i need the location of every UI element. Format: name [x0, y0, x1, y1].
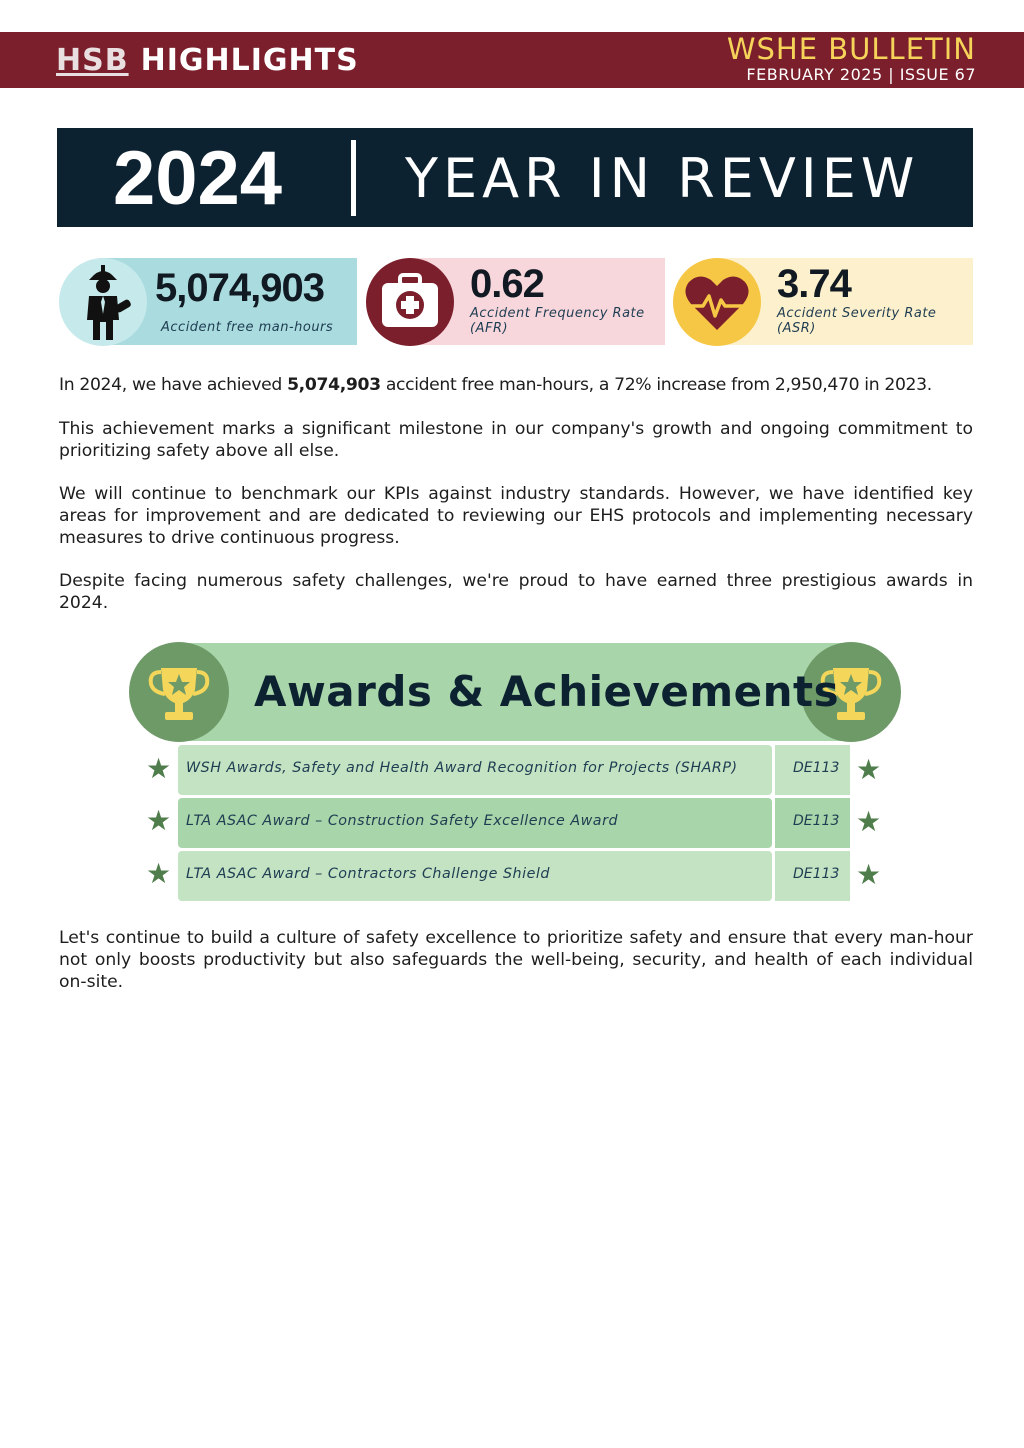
brand-highlights: HIGHLIGHTS: [140, 42, 359, 78]
brand-logo: [56, 40, 359, 80]
star-icon: ★: [856, 753, 882, 786]
kpi-label-line1: Accident Frequency Rate: [470, 306, 645, 321]
paragraph-achievement: [59, 374, 973, 396]
kpi-value: 0.62: [470, 262, 544, 306]
star-icon: ★: [856, 805, 882, 838]
title-year: 2024: [113, 136, 283, 221]
award-code-cell: [775, 851, 850, 901]
award-name-cell: [178, 798, 772, 848]
paragraph-closing: Let's continue to build a culture of safety excellence to prioritize safety and ensure that every man-hour not only boosts productivity but also safeguards the well-being, security, and health of each individual on-site.: [59, 928, 973, 992]
title-band: [57, 128, 973, 227]
award-code-cell: [775, 798, 850, 848]
kpi-label: Accident free man-hours: [161, 320, 334, 335]
bulletin-info: [727, 32, 976, 84]
star-icon: ★: [146, 857, 172, 890]
bulletin-title: WSHE BULLETIN: [726, 32, 976, 66]
trophy-icon: [129, 642, 229, 742]
paragraph-benchmark: We will continue to benchmark our KPIs against industry standards. However, we have identified key areas for improvement and are dedicated to reviewing our EHS protocols and implementing necessary measures to drive continuous progress.: [59, 484, 973, 548]
kpi-afr: [366, 258, 665, 345]
award-code: DE113: [793, 866, 840, 882]
kpi-label-line2: (AFR): [470, 321, 509, 336]
star-icon: ★: [146, 804, 172, 837]
paragraph-text: accident free man-hours, a 72% increase from 2,950,470 in 2023.: [380, 375, 932, 395]
bulletin-issue: FEBRUARY 2025 | ISSUE 67: [746, 65, 976, 84]
awards-title: Awards & Achievements: [254, 667, 840, 716]
kpi-value: 3.74: [777, 262, 851, 306]
star-icon: ★: [856, 858, 882, 891]
first-aid-kit-icon: [366, 258, 454, 346]
kpi-label-line2: (ASR): [777, 321, 816, 336]
award-name: LTA ASAC Award – Contractors Challenge Shield: [186, 866, 550, 882]
title-text: YEAR IN REVIEW: [405, 147, 920, 210]
kpi-label-line1: Accident Severity Rate: [777, 306, 937, 321]
kpi-value: 5,074,903: [155, 266, 324, 310]
paragraph-bold-value: 5,074,903: [287, 375, 381, 395]
award-name: LTA ASAC Award – Construction Safety Excellence Award: [186, 813, 619, 829]
award-name: WSH Awards, Safety and Health Award Recognition for Projects (SHARP): [186, 760, 738, 776]
award-name-cell: [178, 745, 772, 795]
award-name-cell: [178, 851, 772, 901]
brand-hsb: HSB: [56, 42, 129, 78]
award-code-cell: [775, 745, 850, 795]
paragraph-text: In 2024, we have achieved: [59, 375, 288, 395]
award-code: DE113: [793, 760, 840, 776]
kpi-man-hours: [59, 258, 357, 345]
kpi-asr: [673, 258, 973, 345]
star-icon: ★: [146, 752, 172, 785]
header-band: [0, 32, 1024, 88]
paragraph-awards-intro: Despite facing numerous safety challenges, we're proud to have earned three prestigious awards in 2024.: [59, 571, 973, 613]
worker-icon: [59, 258, 147, 346]
title-separator: [351, 140, 356, 216]
paragraph-milestone: This achievement marks a significant milestone in our company's growth and ongoing commitment to prioritizing safety above all else.: [59, 419, 973, 461]
heartbeat-icon: [673, 258, 761, 346]
award-code: DE113: [793, 813, 840, 829]
